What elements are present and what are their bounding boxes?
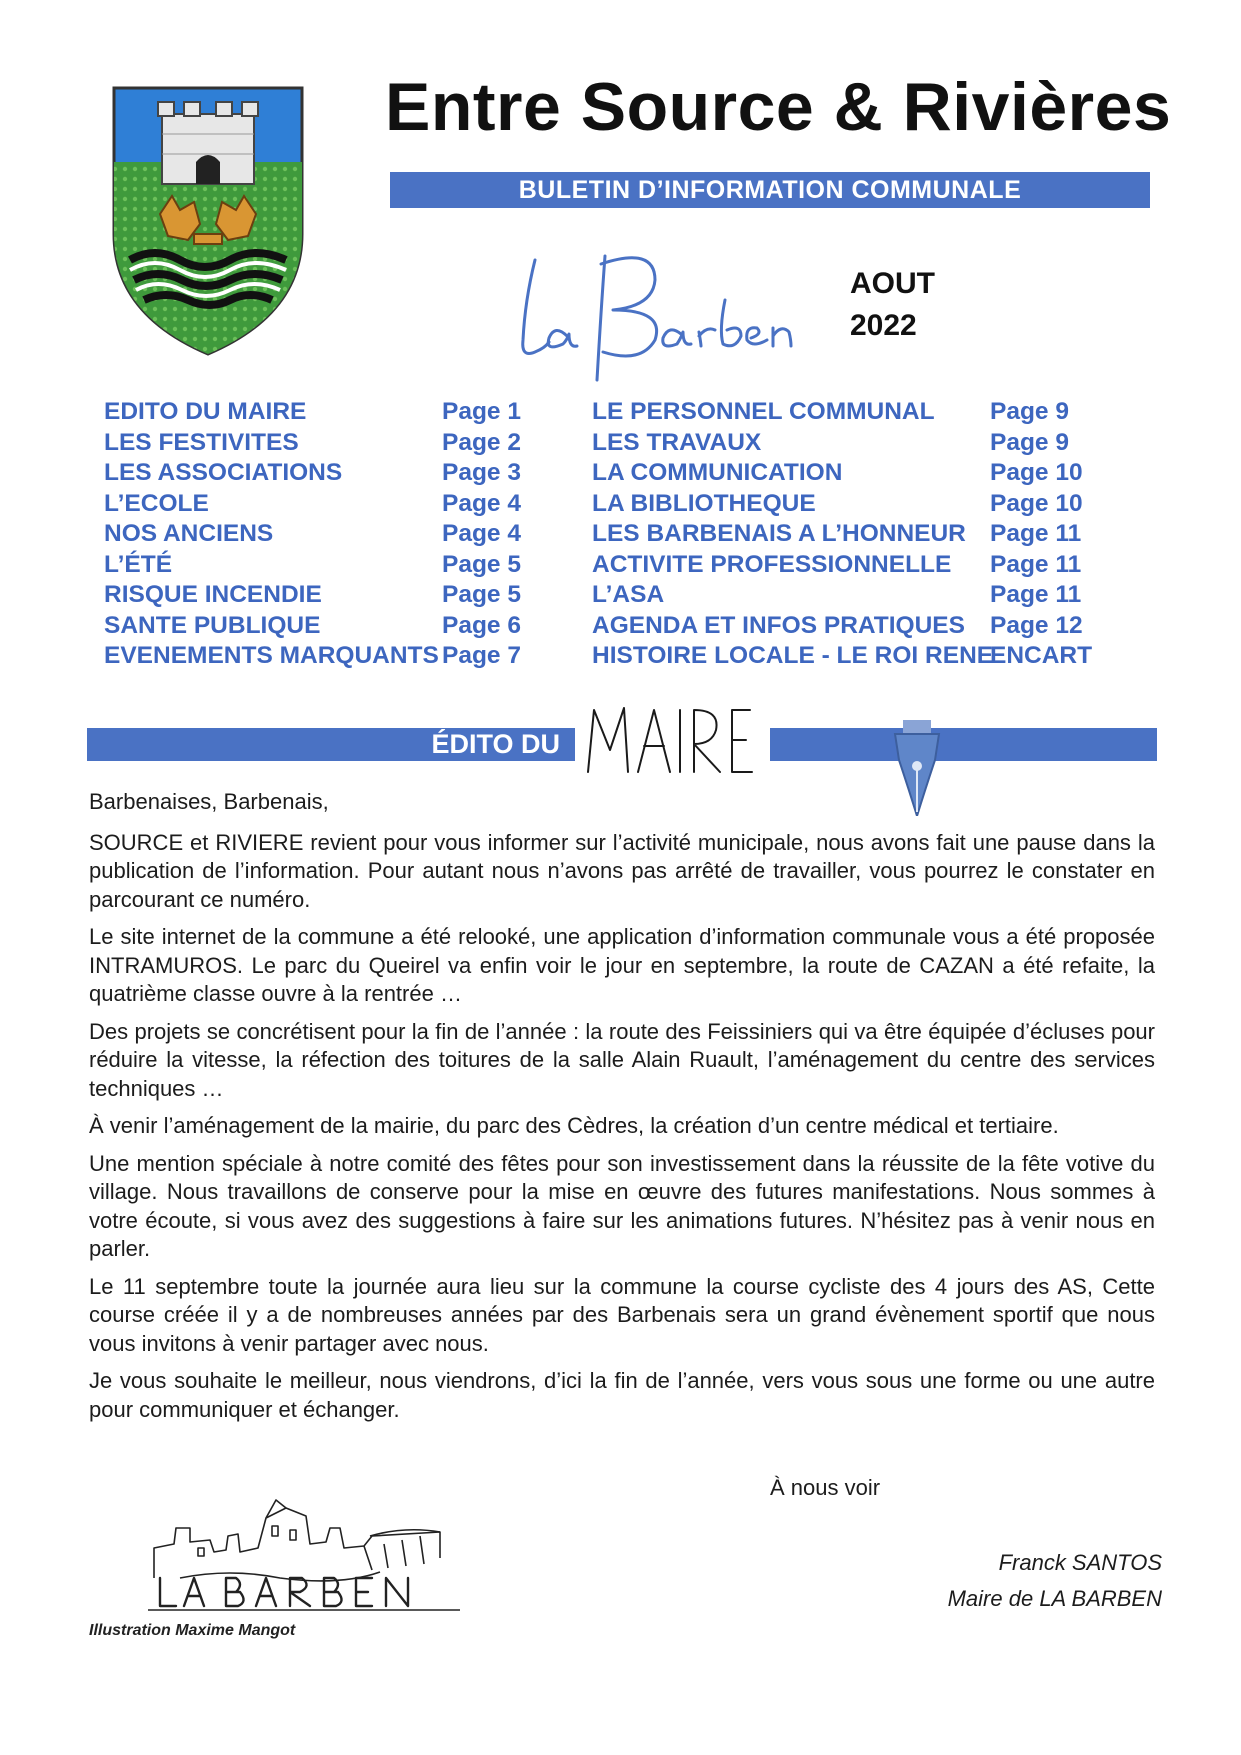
issue-month: AOUT: [850, 267, 935, 300]
toc-item-label: LES BARBENAIS A L’HONNEUR: [592, 520, 966, 547]
toc-left-labels: [104, 397, 439, 672]
maire-script-word: [580, 700, 760, 780]
toc-item-page: Page 4: [442, 520, 521, 547]
edito-paragraph: Des projets se concrétisent pour la fin de l’année : la route des Feissiniers qui va être équipée d’écluses pour réduire la vitesse, la réfection des toitures de la salle Alain Ruault, l’aménagement du centre des services techniques …: [89, 1018, 1155, 1101]
edito-paragraph: SOURCE et RIVIERE revient pour vous informer sur l’activité municipale, nous avons fait une pause dans la publication de l’information. Pour autant nous n’avons pas arrêté de travailler, vous pourrez le constater en parcourant ce numéro.: [89, 829, 1155, 912]
toc-item-page: Page 7: [442, 642, 521, 669]
toc-item-page: Page 1: [442, 398, 521, 425]
toc-item-page: Page 3: [442, 459, 521, 486]
edito-paragraph: Une mention spéciale à notre comité des fêtes pour son investissement dans la réussite de la fête votive du village. Nous travaillons de conserve pour la mise en œuvre des futures manifestations. Nous sommes à votre écoute, si vous avez des suggestions à faire sur les animations futures. N’hésitez pas à venir nous en parler.: [89, 1150, 1155, 1261]
issue-date: [850, 263, 935, 347]
toc-item-page: ENCART: [990, 642, 1093, 669]
toc-item-label: HISTOIRE LOCALE - LE ROI RENE: [592, 642, 994, 669]
toc-item-page: Page 5: [442, 550, 521, 578]
toc-item-page: Page 11: [990, 520, 1082, 547]
toc-item-page: Page 6: [442, 611, 521, 639]
toc-item-page: Page 4: [442, 489, 521, 517]
toc-item-label: LE PERSONNEL COMMUNAL: [592, 398, 935, 425]
bulletin-subtitle-bar: BULETIN D’INFORMATION COMMUNALE: [390, 172, 1150, 208]
toc-item-page: Page 9: [990, 428, 1069, 456]
issue-year: 2022: [850, 309, 917, 342]
la-barben-script-logo: [505, 240, 805, 390]
toc-item-label: LA COMMUNICATION: [592, 459, 843, 486]
toc-item-label: L’ECOLE: [104, 489, 209, 517]
toc-item-label: NOS ANCIENS: [104, 520, 274, 547]
newsletter-title: Entre Source & Rivières: [385, 69, 1172, 145]
toc-item-page: Page 10: [990, 459, 1083, 486]
toc-item-page: Page 11: [990, 550, 1082, 578]
toc-item-label: EVENEMENTS MARQUANTS: [104, 642, 439, 669]
toc-item-page: Page 9: [990, 398, 1069, 425]
illustration-credit: Illustration Maxime Mangot: [89, 1622, 296, 1639]
signer-name: Franck SANTOS: [998, 1550, 1162, 1575]
edito-closing: À nous voir: [770, 1475, 881, 1500]
toc-item-page: Page 5: [442, 581, 521, 608]
toc-left-pages: [442, 397, 521, 672]
edito-salutation: Barbenaises, Barbenais,: [89, 789, 329, 814]
toc-item-label: LA BIBLIOTHEQUE: [592, 489, 816, 517]
toc-item-label: EDITO DU MAIRE: [104, 398, 307, 425]
toc-item-label: LES ASSOCIATIONS: [104, 459, 343, 486]
toc-item-label: SANTE PUBLIQUE: [104, 611, 321, 639]
toc-item-label: L’ÉTÉ: [104, 550, 173, 578]
toc-item-page: Page 12: [990, 611, 1083, 639]
toc-item-page: Page 2: [442, 428, 521, 456]
edito-body: [89, 788, 1155, 1433]
toc-right-pages: [990, 397, 1092, 672]
edito-paragraph: Le 11 septembre toute la journée aura lieu sur la commune la course cycliste des 4 jours des AS, Cette course créée il y a de nombreuses années par des Barbenais sera un grand évènement sportif que nous vous invitons à venir partager avec nous.: [89, 1273, 1155, 1356]
toc-item-label: RISQUE INCENDIE: [104, 581, 322, 608]
toc-right-labels: [592, 397, 993, 672]
village-illustration: [140, 1488, 470, 1623]
edito-heading: ÉDITO DU: [431, 729, 560, 759]
toc-item-label: L’ASA: [592, 581, 665, 608]
toc-item-label: AGENDA ET INFOS PRATIQUES: [592, 611, 965, 639]
toc-item-page: Page 11: [990, 581, 1082, 608]
toc-item-label: LES FESTIVITES: [104, 428, 299, 456]
edito-paragraph: Je vous souhaite le meilleur, nous viendrons, d’ici la fin de l’année, vers vous sous une forme ou une autre pour communiquer et échanger.: [89, 1368, 1155, 1422]
edito-paragraph: Le site internet de la commune a été relooké, une application d’information communale vous a été proposée INTRAMUROS. Le parc du Queirel va enfin voir le jour en septembre, la route de CAZAN a été refaite, la quatrième classe ouvre à la rentrée …: [89, 924, 1155, 1006]
edito-banner-right: [770, 728, 1157, 761]
edito-paragraph: À venir l’aménagement de la mairie, du parc des Cèdres, la création d’un centre médical et tertiaire.: [89, 1113, 1059, 1138]
signer-title: Maire de LA BARBEN: [947, 1586, 1162, 1611]
toc-item-page: Page 10: [990, 489, 1083, 517]
toc-item-label: LES TRAVAUX: [592, 428, 762, 456]
toc-item-label: ACTIVITE PROFESSIONNELLE: [592, 550, 952, 578]
coat-of-arms-icon: [110, 84, 306, 358]
